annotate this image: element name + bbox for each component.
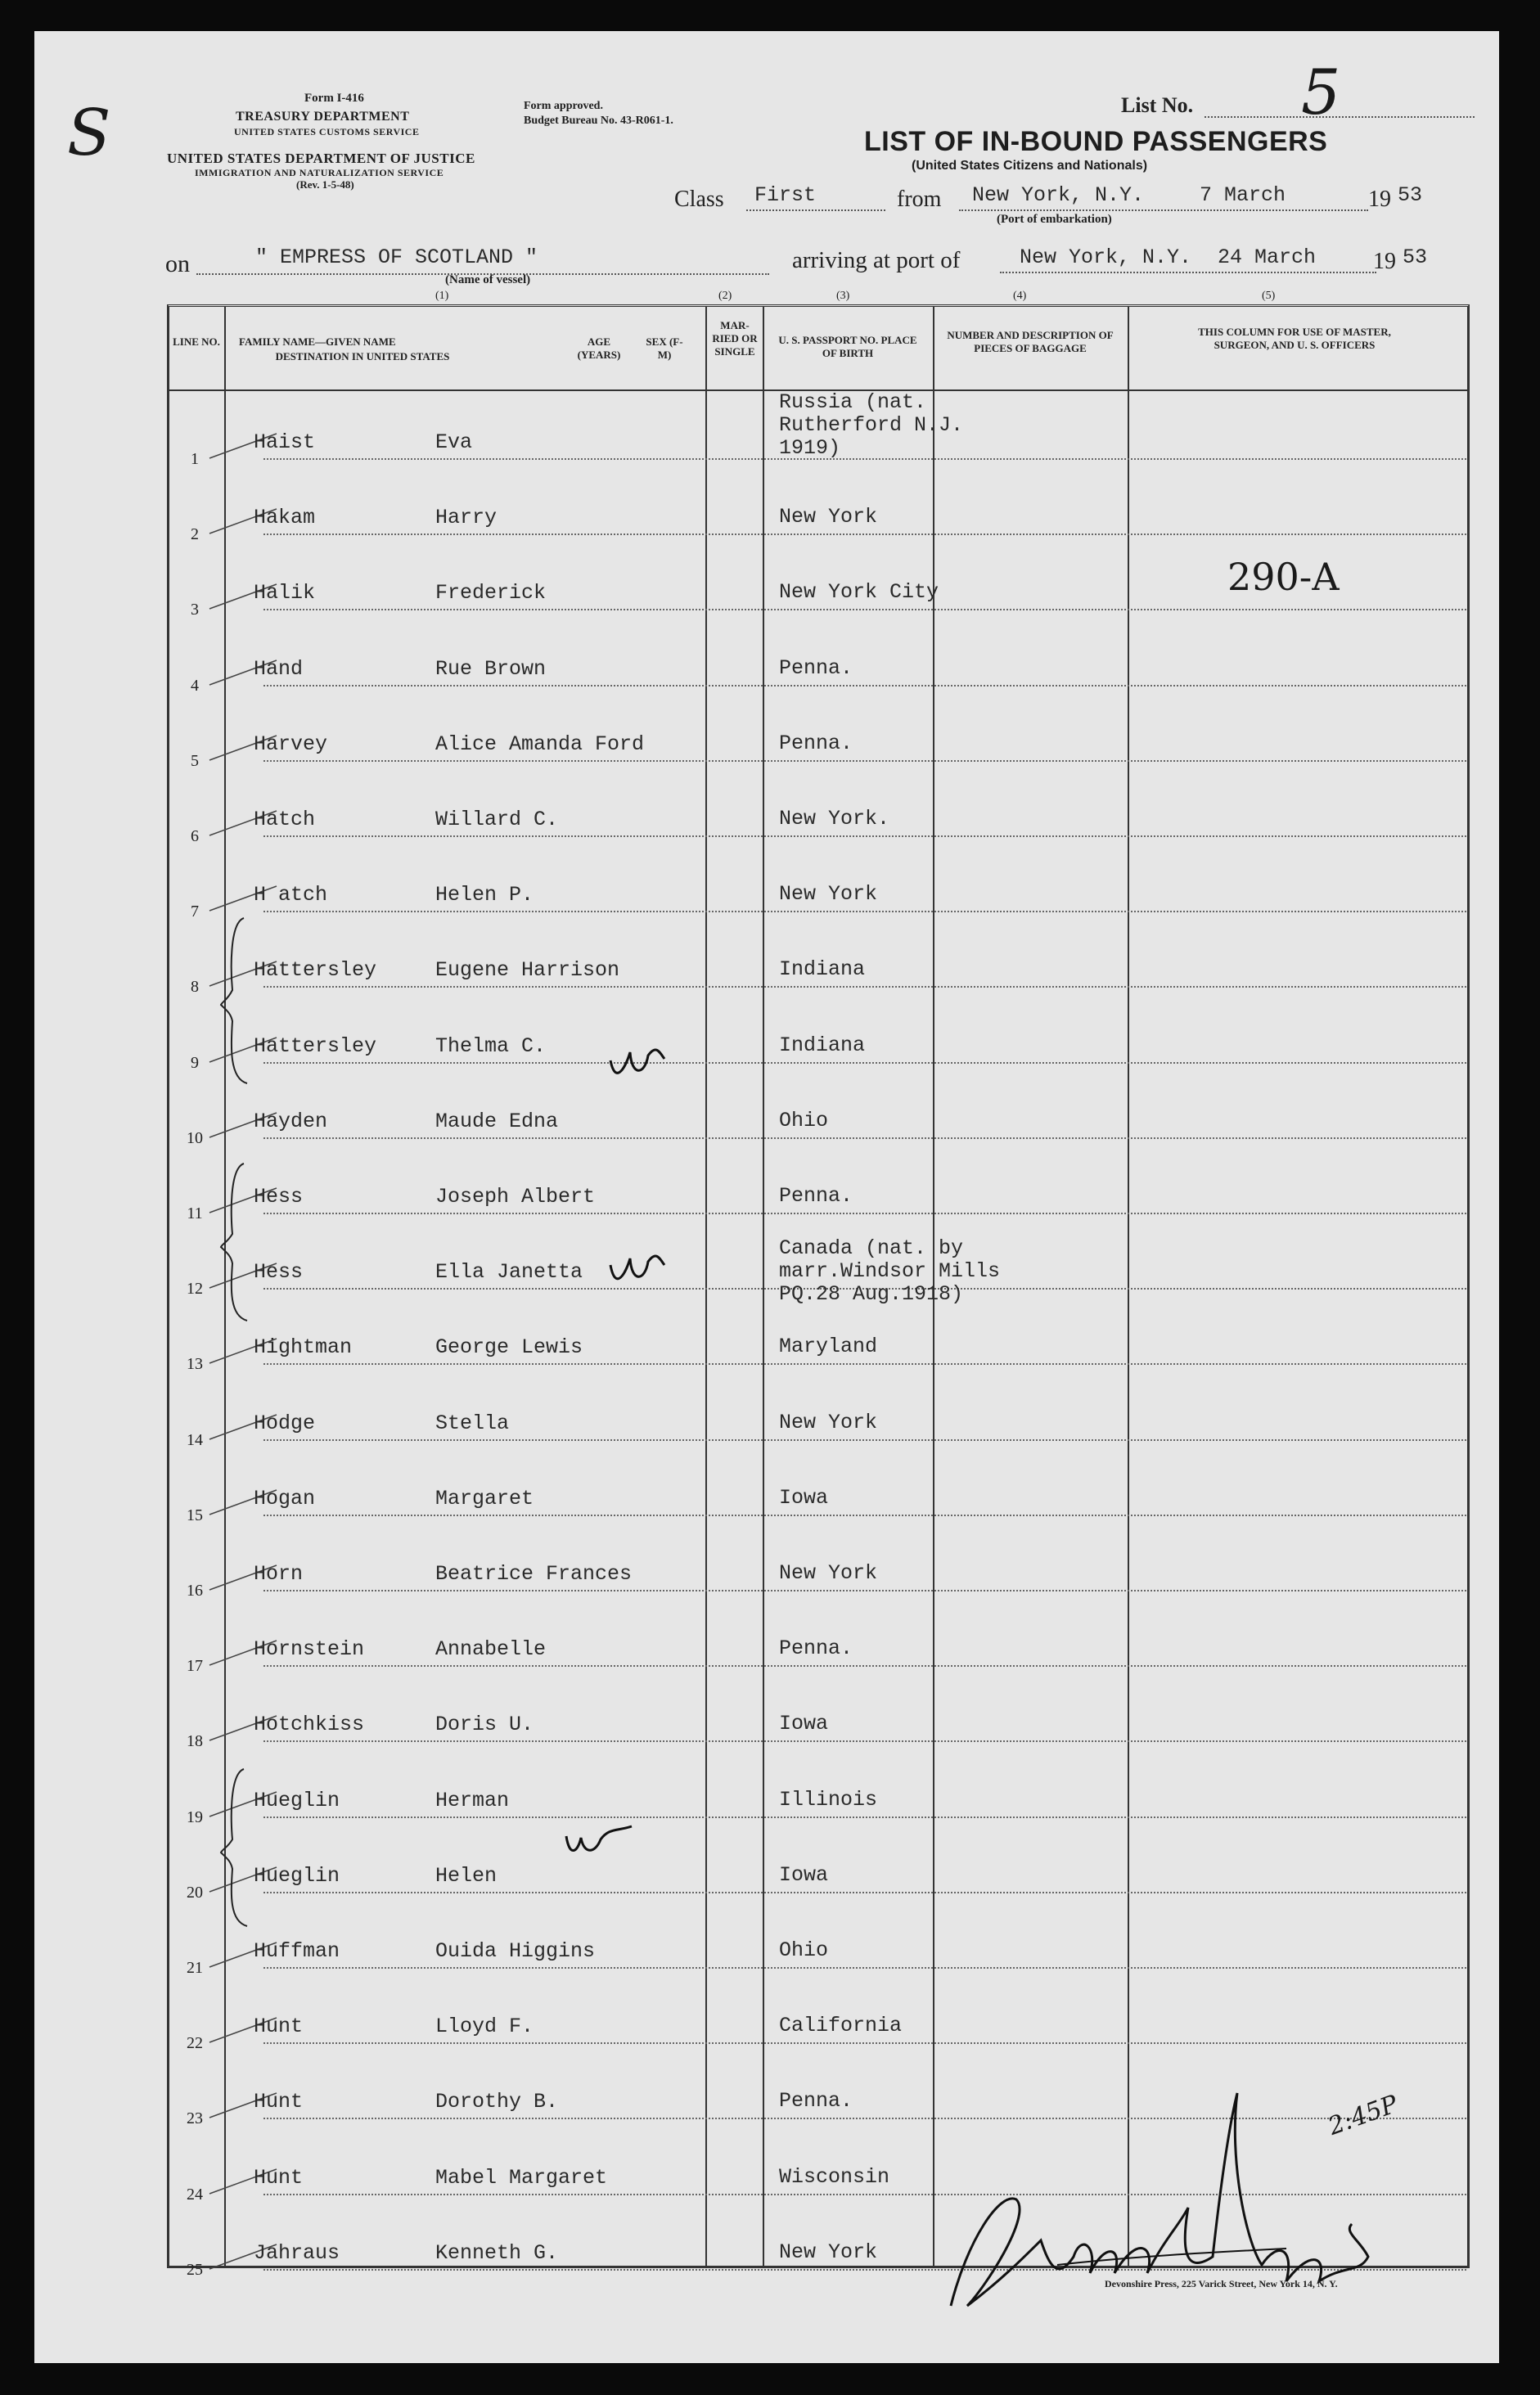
col-num-2: (2) [718,290,732,302]
line-number: 21 [187,1959,203,1977]
line-number: 13 [187,1355,203,1374]
col-divider [763,306,764,2267]
family-bracket [219,915,252,1087]
treasury-dept: TREASURY DEPARTMENT [236,110,410,124]
given-name: Eugene Harrison [435,958,620,983]
on-label: on [165,250,190,277]
line-number: 22 [187,2034,203,2053]
vessel-label: (Name of vessel) [445,273,531,286]
line-number: 7 [191,903,199,921]
check-mark-icon [607,1242,673,1291]
manifest-title: LIST OF IN-BOUND PASSENGERS [864,126,1328,157]
col-num-4: (4) [1013,290,1027,302]
officer-note: 290-A [1227,555,1340,599]
family-name: Hatch [254,808,316,831]
place-of-birth: Iowa [779,1712,829,1736]
row-rule [263,760,1466,762]
place-of-birth: New York [779,505,878,529]
row-rule [263,835,1466,837]
row-rule [263,1363,1466,1365]
family-name: Hattersley [254,1033,377,1058]
row-rule [263,1967,1466,1969]
family-bracket [219,1160,252,1324]
port-embark-label: (Port of embarkation) [997,213,1112,226]
line-number: 17 [187,1657,203,1676]
place-of-birth: New York [779,1561,878,1585]
class-underline [746,209,885,211]
line-number: 11 [187,1204,203,1222]
place-of-birth: Wisconsin [779,2164,890,2189]
embark-year-prefix: 19 [1368,187,1391,212]
family-name: Huffman [254,1939,340,1963]
hdr-passport: U. S. PASSPORT NO. PLACE OF BIRTH [778,334,917,359]
given-name: Frederick [435,581,547,606]
hdr-family-name: FAMILY NAME—GIVEN NAME [239,335,396,348]
given-name: Annabelle [435,1637,547,1662]
given-name: Joseph Albert [435,1185,596,1209]
signature-time-note: 2:45P [1324,2090,1402,2141]
family-name: Hueglin [254,1863,340,1888]
class-value: First [754,183,817,207]
family-name: Hunt [254,2015,304,2039]
row-rule [263,986,1466,988]
list-no-label: List No. [1121,93,1194,117]
place-of-birth: Penna. [779,655,853,680]
row-rule [263,685,1466,687]
hdr-married: MAR- RIED OR SINGLE [712,319,758,358]
form-number: Form I-416 [304,92,364,105]
given-name: Lloyd F. [435,2015,534,2039]
line-number: 18 [187,1732,203,1751]
col-num-1: (1) [435,290,449,302]
form-approved: Form approved. [524,100,603,112]
check-mark-icon [607,1036,673,1085]
family-name: Harvey [254,732,328,756]
family-name: Hakam [254,506,316,530]
place-of-birth: Ohio [779,1938,829,1962]
place-of-birth: Russia (nat. Rutherford N.J. 1919) [779,390,964,460]
given-name: Doris U. [435,1713,534,1737]
family-name: Haist [254,430,316,454]
arrival-date: 24 March [1218,245,1317,269]
line-number: 20 [187,1883,203,1902]
place-of-birth: Maryland [779,1335,878,1359]
arrival-year-prefix: 19 [1373,249,1396,274]
given-name: Mabel Margaret [435,2165,608,2190]
family-name: Hayden [254,1109,328,1133]
family-name: Horn [254,1562,304,1586]
given-name: Willard C. [435,808,559,831]
given-name: Helen [435,1863,498,1888]
class-label: Class [674,187,724,212]
place-of-birth: New York [779,1410,878,1434]
family-name: Hightman [254,1335,353,1360]
line-number: 4 [191,676,199,695]
place-of-birth: Ohio [779,1108,829,1132]
row-rule [263,1817,1466,1818]
given-name: Rue Brown [435,656,547,681]
place-of-birth: Indiana [779,1033,866,1057]
given-name: Maude Edna [435,1109,559,1133]
col-num-3: (3) [836,290,850,302]
line-number: 23 [187,2109,203,2128]
row-rule [263,609,1466,610]
place-of-birth: Penna. [779,1184,853,1208]
hdr-age: AGE (YEARS) [577,335,621,361]
list-no-value: 5 [1301,56,1341,128]
from-label: from [897,187,942,212]
line-number: 1 [191,450,199,468]
family-name: Hattersley [254,958,377,983]
given-name: Margaret [435,1486,534,1510]
arriving-label: arriving at port of [792,247,961,273]
manifest-page [34,31,1499,2363]
line-number: 6 [191,827,199,845]
place-of-birth: Penna. [779,2089,853,2114]
printer-footer: Devonshire Press, 225 Varick Street, New York 14, N. Y. [1105,2278,1338,2289]
family-name: Hunt [254,2090,304,2114]
hdr-sex: SEX (F-M) [646,335,683,361]
place-of-birth: Indiana [779,957,866,982]
place-of-birth: New York [779,882,878,907]
family-bracket [219,1766,252,1929]
given-name: Thelma C. [435,1033,547,1058]
place-of-birth: New York City [779,580,939,605]
line-number: 25 [187,2260,203,2279]
line-number: 9 [191,1053,199,1072]
col-divider [705,306,707,2267]
family-name: Hodge [254,1411,316,1435]
given-name: Ella Janetta [435,1260,583,1285]
family-name: Hornstein [254,1637,365,1662]
row-rule [263,1515,1466,1516]
check-mark-icon [563,1820,637,1861]
arrival-port: New York, N.Y. [1020,245,1192,269]
row-rule [263,1062,1466,1064]
vessel-name: " EMPRESS OF SCOTLAND " [255,245,538,269]
place-of-birth: Penna. [779,1636,853,1661]
embark-year: 53 [1398,183,1423,207]
family-name: H atch [254,883,328,907]
margin-mark: S [67,97,111,170]
hdr-destination: DESTINATION IN UNITED STATES [275,350,450,362]
place-of-birth: New York. [779,807,890,831]
line-number: 5 [191,751,199,770]
place-of-birth: Iowa [779,1862,829,1887]
place-of-birth: New York [779,2240,878,2264]
row-rule [263,533,1466,535]
place-of-birth: California [779,2014,903,2038]
from-underline [959,209,1368,211]
col-divider [1128,306,1129,2267]
row-rule [263,2042,1466,2044]
line-number: 2 [191,525,199,544]
family-name: Jahraus [254,2240,340,2265]
given-name: Herman [435,1788,510,1812]
family-name: Hess [254,1185,304,1209]
given-name: George Lewis [435,1335,583,1360]
hdr-officers: THIS COLUMN FOR USE OF MASTER, SURGEON, AND U. S. OFFICERS [1198,326,1391,351]
family-name: Hotchkiss [254,1713,365,1737]
given-name: Eva [435,430,473,454]
given-name: Alice Amanda Ford [435,732,645,756]
hdr-line-no: LINE NO. [173,335,220,348]
row-rule [263,1439,1466,1441]
budget-bureau: Budget Bureau No. 43-R061-1. [524,115,673,127]
family-name: Hand [254,656,304,681]
row-rule [263,1740,1466,1742]
row-rule [263,1665,1466,1667]
customs-service: UNITED STATES CUSTOMS SERVICE [234,126,420,137]
hdr-baggage: NUMBER AND DESCRIPTION OF PIECES OF BAGGAGE [947,329,1114,354]
family-name: Hunt [254,2165,304,2190]
col-num-5: (5) [1262,290,1276,302]
line-number: 10 [187,1128,203,1147]
line-number: 24 [187,2185,203,2204]
line-number: 19 [187,1808,203,1826]
line-number: 15 [187,1506,203,1524]
line-number: 3 [191,601,199,619]
place-of-birth: Penna. [779,731,853,755]
given-name: Ouida Higgins [435,1939,596,1963]
row-rule [263,1137,1466,1139]
given-name: Dorothy B. [435,2090,559,2114]
justice-dept: UNITED STATES DEPARTMENT OF JUSTICE [167,151,475,166]
given-name: Harry [435,506,498,530]
arrival-year: 53 [1403,245,1428,269]
place-of-birth: Canada (nat. by marr.Windsor Mills PQ.28 Aug.1918) [779,1236,1001,1307]
embark-date: 7 March [1200,183,1286,207]
row-rule [263,1892,1466,1893]
given-name: Stella [435,1411,510,1435]
family-name: Hueglin [254,1788,340,1812]
row-rule [263,911,1466,912]
row-rule [263,1590,1466,1591]
revision: (Rev. 1-5-48) [296,178,354,191]
line-number: 14 [187,1430,203,1449]
manifest-subtitle: (United States Citizens and Nationals) [912,159,1148,173]
family-name: Hogan [254,1486,316,1510]
place-of-birth: Iowa [779,1485,829,1510]
line-number: 16 [187,1582,203,1600]
line-number: 8 [191,978,199,997]
given-name: Kenneth G. [435,2240,559,2265]
family-name: Halik [254,581,316,606]
arrival-underline [1000,272,1376,273]
ins-service: IMMIGRATION AND NATURALIZATION SERVICE [195,167,444,178]
family-name: Hess [254,1260,304,1285]
place-of-birth: Illinois [779,1787,878,1812]
row-rule [263,1213,1466,1214]
line-number: 12 [187,1280,203,1299]
given-name: Beatrice Frances [435,1562,633,1586]
given-name: Helen P. [435,883,534,907]
from-value: New York, N.Y. [972,183,1145,207]
